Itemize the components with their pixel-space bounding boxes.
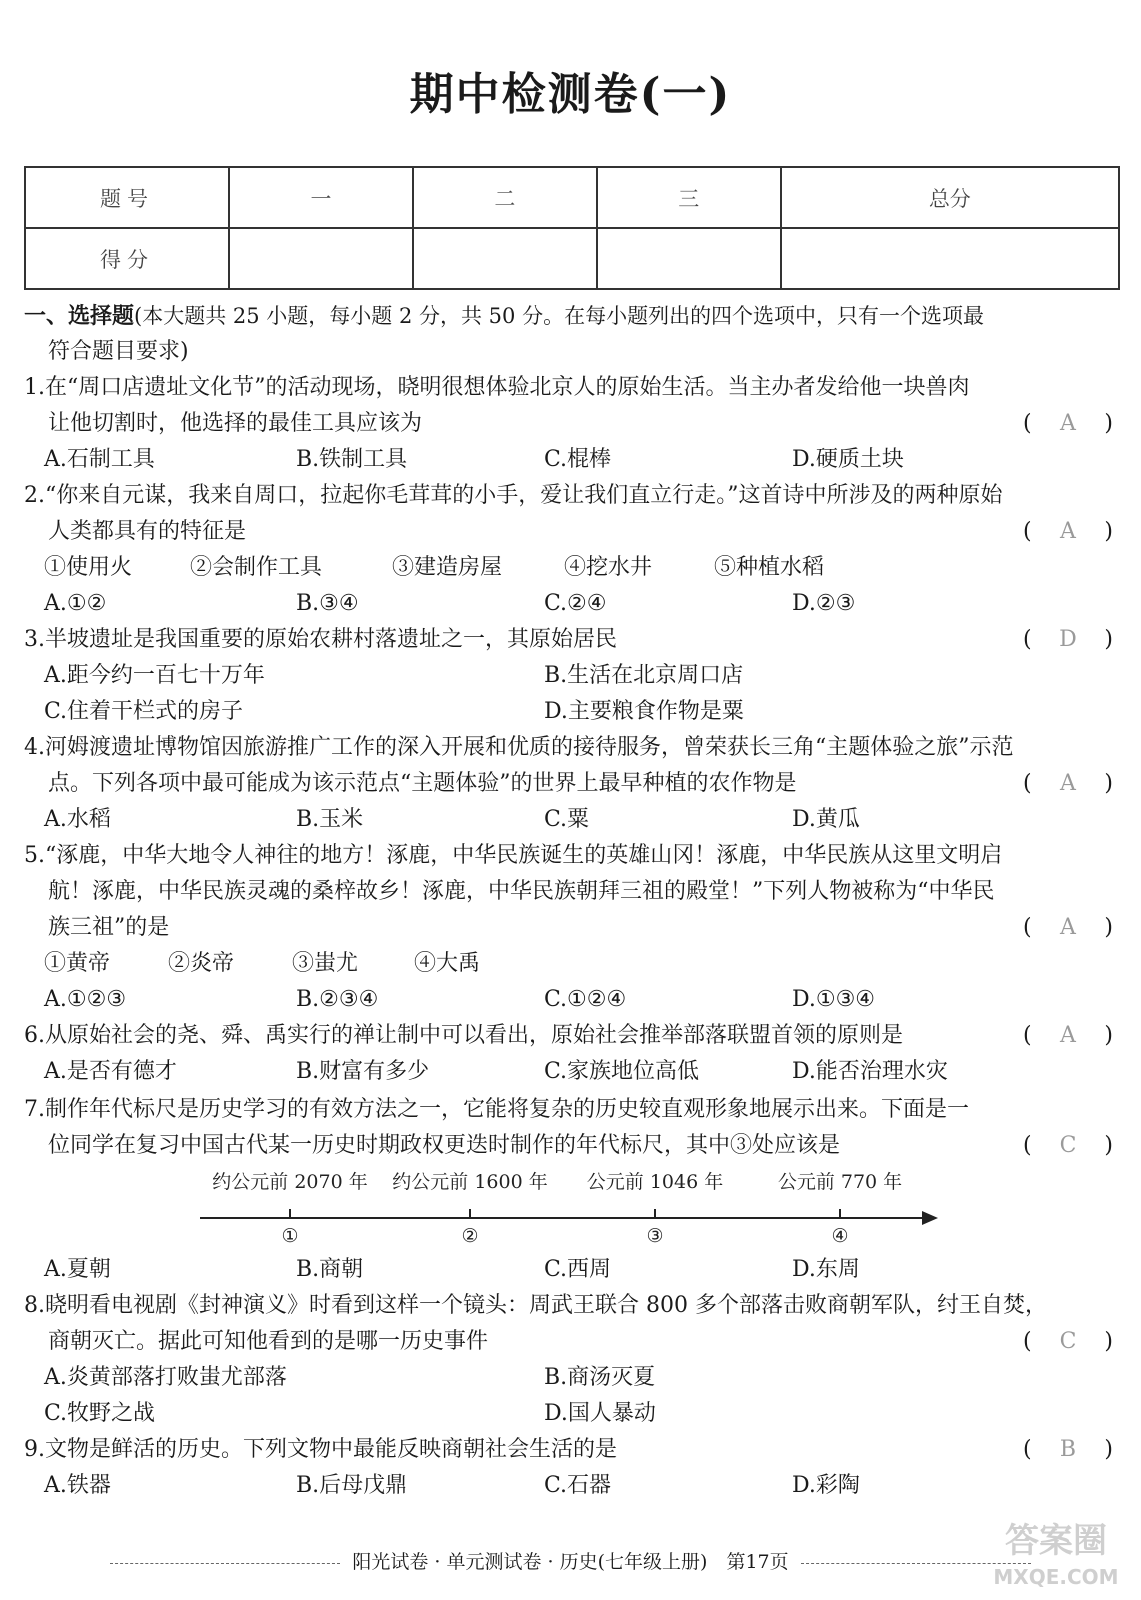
option: C.①②④ — [544, 987, 627, 1012]
score-table-cell — [413, 228, 597, 289]
question-stem: 点。下列各项中最可能成为该示范点“主题体验”的世界上最早种植的农作物是 — [48, 771, 797, 796]
question-stem: 人类都具有的特征是 — [48, 519, 247, 544]
score-table-cell: 题号 — [25, 167, 229, 228]
answer-letter: B — [1059, 1437, 1077, 1462]
option: A.距今约一百七十万年 — [44, 663, 265, 688]
option: A.是否有德才 — [44, 1059, 177, 1084]
option: C.棍棒 — [544, 447, 612, 472]
option: B.财富有多少 — [296, 1059, 430, 1084]
answer-letter: A — [1060, 519, 1076, 544]
statement-item: ④挖水井 — [564, 555, 653, 580]
score-table-header-row — [25, 167, 1119, 228]
statement-item: ③建造房屋 — [392, 555, 503, 580]
timeline-mark: ③ — [646, 1225, 664, 1247]
option: C.②④ — [544, 591, 607, 616]
score-table-cell — [597, 228, 781, 289]
question-stem: 6.从原始社会的尧、舜、禹实行的禅让制中可以看出，原始社会推举部落联盟首领的原则是 — [24, 1023, 903, 1048]
question-stem: 航！涿鹿，中华民族灵魂的桑梓故乡！涿鹿，中华民族朝拜三祖的殿堂！”下列人物被称为“中华民 — [48, 879, 995, 904]
option: D.硬质土块 — [792, 447, 904, 472]
answer-box: ( A ) — [1023, 766, 1113, 802]
option: D.能否治理水灾 — [792, 1059, 948, 1084]
option: B.玉米 — [296, 807, 364, 832]
answer-letter: A — [1060, 411, 1076, 436]
timeline-mark: ① — [281, 1225, 299, 1247]
answer-letter: C — [1059, 1133, 1077, 1158]
section-note-cont: 符合题目要求) — [48, 339, 189, 364]
answer-box: ( A ) — [1023, 406, 1113, 442]
timeline-mark: ② — [461, 1225, 479, 1247]
option: B.生活在北京周口店 — [544, 663, 744, 688]
statement-item: ①使用火 — [44, 555, 133, 580]
statement-item: ④大禹 — [414, 951, 481, 976]
score-table-cell — [229, 228, 413, 289]
statement-item: ③蚩尤 — [292, 951, 359, 976]
option: C.家族地位高低 — [544, 1059, 700, 1084]
section-note: (本大题共 25 小题，每小题 2 分，共 50 分。在每小题列出的四个选项中，只有一个选项最 — [134, 304, 985, 328]
answer-letter: A — [1060, 1023, 1076, 1048]
timeline-diagram — [190, 1168, 950, 1258]
question-stem: 让他切割时，他选择的最佳工具应该为 — [48, 411, 423, 436]
option: B.铁制工具 — [296, 447, 408, 472]
score-table-cell: 三 — [597, 167, 781, 228]
score-table-cell: 总分 — [781, 167, 1119, 228]
option: B.商朝 — [296, 1257, 364, 1282]
timeline-mark: ④ — [831, 1225, 849, 1247]
option: D.黄瓜 — [792, 807, 860, 832]
option: A.炎黄部落打败蚩尤部落 — [44, 1365, 287, 1390]
option: B.后母戊鼎 — [296, 1473, 408, 1498]
question-stem: 9.文物是鲜活的历史。下列文物中最能反映商朝社会生活的是 — [24, 1437, 617, 1462]
answer-letter: A — [1060, 771, 1076, 796]
answer-letter: C — [1059, 1329, 1077, 1354]
option: A.铁器 — [44, 1473, 111, 1498]
watermark-text: 答案圈 — [1005, 1521, 1107, 1561]
watermark-logo — [991, 1506, 1121, 1596]
score-table-score-row — [25, 228, 1119, 289]
option: A.水稻 — [44, 807, 111, 832]
option: D.②③ — [792, 591, 856, 616]
answer-box: ( A ) — [1023, 1018, 1113, 1054]
footer-rule-left — [110, 1563, 340, 1564]
option: A.石制工具 — [44, 447, 155, 472]
option: C.牧野之战 — [44, 1401, 156, 1426]
question-stem: 1.在“周口店遗址文化节”的活动现场，晓明很想体验北京人的原始生活。当主办者发给他一块兽肉 — [24, 375, 970, 400]
question-stem: 3.半坡遗址是我国重要的原始农耕村落遗址之一，其原始居民 — [24, 627, 617, 652]
option: A.夏朝 — [44, 1257, 111, 1282]
statement-item: ①黄帝 — [44, 951, 111, 976]
statement-item: ⑤种植水稻 — [714, 555, 825, 580]
score-table-cell: 得分 — [25, 228, 229, 289]
score-table-cell — [781, 228, 1119, 289]
page-title: 期中检测卷(一) — [409, 69, 732, 120]
option: C.西周 — [544, 1257, 612, 1282]
option: D.彩陶 — [792, 1473, 860, 1498]
section-label: 一、选择题 — [24, 303, 135, 329]
option: C.石器 — [544, 1473, 612, 1498]
option: C.住着干栏式的房子 — [44, 699, 244, 724]
option: B.③④ — [296, 591, 359, 616]
question-stem: 位同学在复习中国古代某一历史时期政权更迭时制作的年代标尺，其中③处应该是 — [48, 1133, 841, 1158]
score-table — [24, 166, 1120, 290]
question-stem: 商朝灭亡。据此可知他看到的是哪一历史事件 — [48, 1329, 489, 1354]
timeline-date: 公元前 1046 年 — [586, 1171, 724, 1193]
option: A.①② — [44, 591, 107, 616]
option: A.①②③ — [44, 987, 127, 1012]
question-stem: 族三祖”的是 — [48, 915, 170, 940]
question-stem: 2.“你来自元谋，我来自周口，拉起你毛茸茸的小手，爱让我们直立行走。”这首诗中所涉及的两种原始 — [24, 483, 1003, 508]
option: B.②③④ — [296, 987, 379, 1012]
answer-letter: A — [1060, 915, 1076, 940]
option: D.国人暴动 — [544, 1401, 656, 1426]
question-stem: 4.河姆渡遗址博物馆因旅游推广工作的深入开展和优质的接待服务，曾荣获长三角“主题体验之旅”示范 — [24, 735, 1014, 760]
answer-box: ( C ) — [1023, 1324, 1113, 1360]
answer-letter: D — [1059, 627, 1077, 652]
watermark-url: MXQE.COM — [993, 1565, 1119, 1589]
timeline-arrowhead — [922, 1211, 938, 1225]
timeline-date: 约公元前 1600 年 — [392, 1171, 548, 1193]
answer-box: ( A ) — [1023, 514, 1113, 550]
statement-item: ②炎帝 — [168, 951, 235, 976]
option: C.粟 — [544, 807, 590, 832]
statement-item: ②会制作工具 — [190, 555, 323, 580]
answer-box: ( B ) — [1023, 1432, 1113, 1468]
section-heading — [24, 298, 984, 335]
option: D.主要粮食作物是粟 — [544, 699, 744, 724]
timeline-date: 公元前 770 年 — [777, 1171, 903, 1193]
footer-text: 阳光试卷 · 单元测试卷 · 历史(七年级上册) 第17页 — [352, 1551, 789, 1573]
question-stem: 8.晓明看电视剧《封神演义》时看到这样一个镜头：周武王联合 800 多个部落击败商朝军队，纣王自焚， — [24, 1293, 1047, 1318]
question-stem: 7.制作年代标尺是历史学习的有效方法之一，它能将复杂的历史较直观形象地展示出来。下面是一 — [24, 1097, 969, 1122]
timeline-date: 约公元前 2070 年 — [212, 1171, 368, 1193]
score-table-cell: 一 — [229, 167, 413, 228]
question-stem: 5.“涿鹿，中华大地令人神往的地方！涿鹿，中华民族诞生的英雄山冈！涿鹿，中华民族从这里文明启 — [24, 843, 1003, 868]
option: D.东周 — [792, 1257, 860, 1282]
option: B.商汤灭夏 — [544, 1365, 656, 1390]
answer-box: ( C ) — [1023, 1128, 1113, 1164]
option: D.①③④ — [792, 987, 876, 1012]
answer-box: ( A ) — [1023, 910, 1113, 946]
page-footer — [0, 1550, 1141, 1574]
answer-box: ( D ) — [1023, 622, 1113, 658]
score-table-cell: 二 — [413, 167, 597, 228]
